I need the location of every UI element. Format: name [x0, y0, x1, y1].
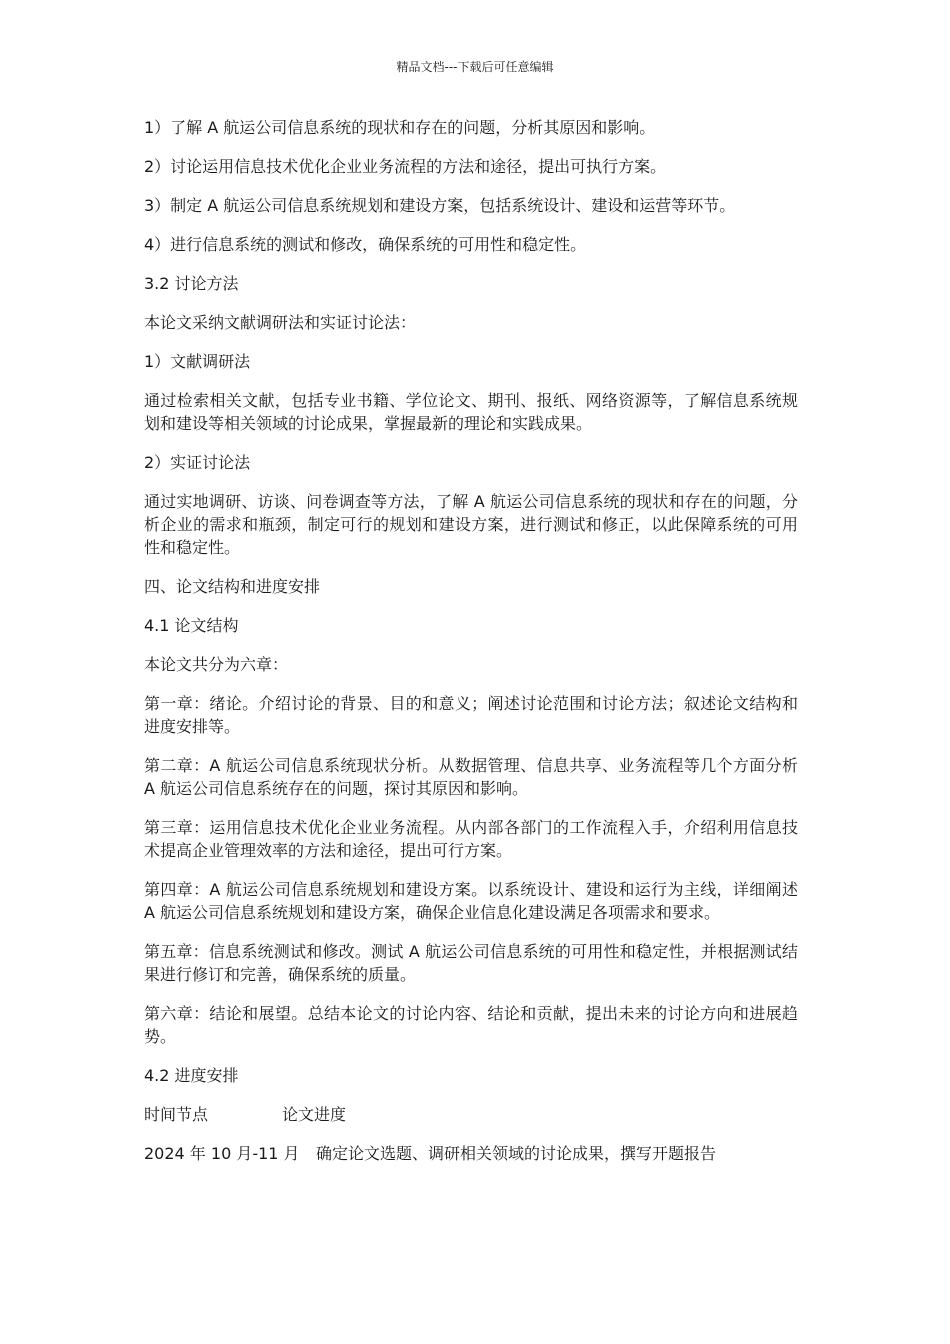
method-2-text: 通过实地调研、访谈、问卷调查等方法，了解 A 航运公司信息系统的现状和存在的问题，分析企业的需求和瓶颈，制定可行的规划和建设方案，进行测试和修正，以此保障系统的可用性和稳定性。 — [144, 492, 798, 557]
schedule-row — [144, 1142, 798, 1165]
schedule-col-progress-header: 论文进度 — [282, 1105, 347, 1124]
schedule-col-time-header: 时间节点 — [144, 1105, 209, 1124]
document-body — [144, 116, 798, 1181]
chapter-1: 第一章：绪论。介绍讨论的背景、目的和意义；阐述讨论范围和讨论方法；叙述论文结构和进度安排等。 — [144, 694, 798, 736]
section-heading-4-2: 4.2 进度安排 — [144, 1066, 239, 1085]
objective-4: 4）进行信息系统的测试和修改，确保系统的可用性和稳定性。 — [144, 235, 587, 254]
methods-intro: 本论文采纳文献调研法和实证讨论法： — [144, 313, 417, 332]
chapter-4: 第四章：A 航运公司信息系统规划和建设方案。以系统设计、建设和运行为主线，详细阐述 A 航运公司信息系统规划和建设方案，确保企业信息化建设满足各项需求和要求。 — [144, 880, 798, 922]
method-1-text: 通过检索相关文献，包括专业书籍、学位论文、期刊、报纸、网络资源等，了解信息系统规划和建设等相关领域的讨论成果，掌握最新的理论和实践成果。 — [144, 391, 798, 433]
page-header: 精品文档---下载后可任意编辑 — [396, 60, 554, 74]
section-heading-3-2: 3.2 讨论方法 — [144, 274, 239, 293]
objective-3: 3）制定 A 航运公司信息系统规划和建设方案，包括系统设计、建设和运营等环节。 — [144, 196, 736, 215]
objective-1: 1）了解 A 航运公司信息系统的现状和存在的问题，分析其原因和影响。 — [144, 118, 656, 137]
chapter-5: 第五章：信息系统测试和修改。测试 A 航运公司信息系统的可用性和稳定性，并根据测试结果进行修订和完善，确保系统的质量。 — [144, 942, 798, 984]
structure-intro: 本论文共分为六章： — [144, 655, 289, 674]
method-1-heading: 1）文献调研法 — [144, 352, 251, 371]
schedule-header-row — [144, 1103, 798, 1126]
chapter-6: 第六章：结论和展望。总结本论文的讨论内容、结论和贡献，提出未来的讨论方向和进展趋势。 — [144, 1004, 798, 1046]
schedule-row-time: 2024 年 10 月-11 月 — [144, 1144, 300, 1163]
section-heading-4: 四、论文结构和进度安排 — [144, 577, 321, 596]
section-heading-4-1: 4.1 论文结构 — [144, 616, 239, 635]
chapter-2: 第二章：A 航运公司信息系统现状分析。从数据管理、信息共享、业务流程等几个方面分析 A 航运公司信息系统存在的问题，探讨其原因和影响。 — [144, 756, 798, 798]
schedule-row-progress: 确定论文选题、调研相关领域的讨论成果，撰写开题报告 — [316, 1144, 717, 1163]
chapter-3: 第三章：运用信息技术优化企业业务流程。从内部各部门的工作流程入手，介绍利用信息技术提高企业管理效率的方法和途径，提出可行方案。 — [144, 818, 798, 860]
objective-2: 2）讨论运用信息技术优化企业业务流程的方法和途径，提出可执行方案。 — [144, 157, 667, 176]
method-2-heading: 2）实证讨论法 — [144, 453, 251, 472]
